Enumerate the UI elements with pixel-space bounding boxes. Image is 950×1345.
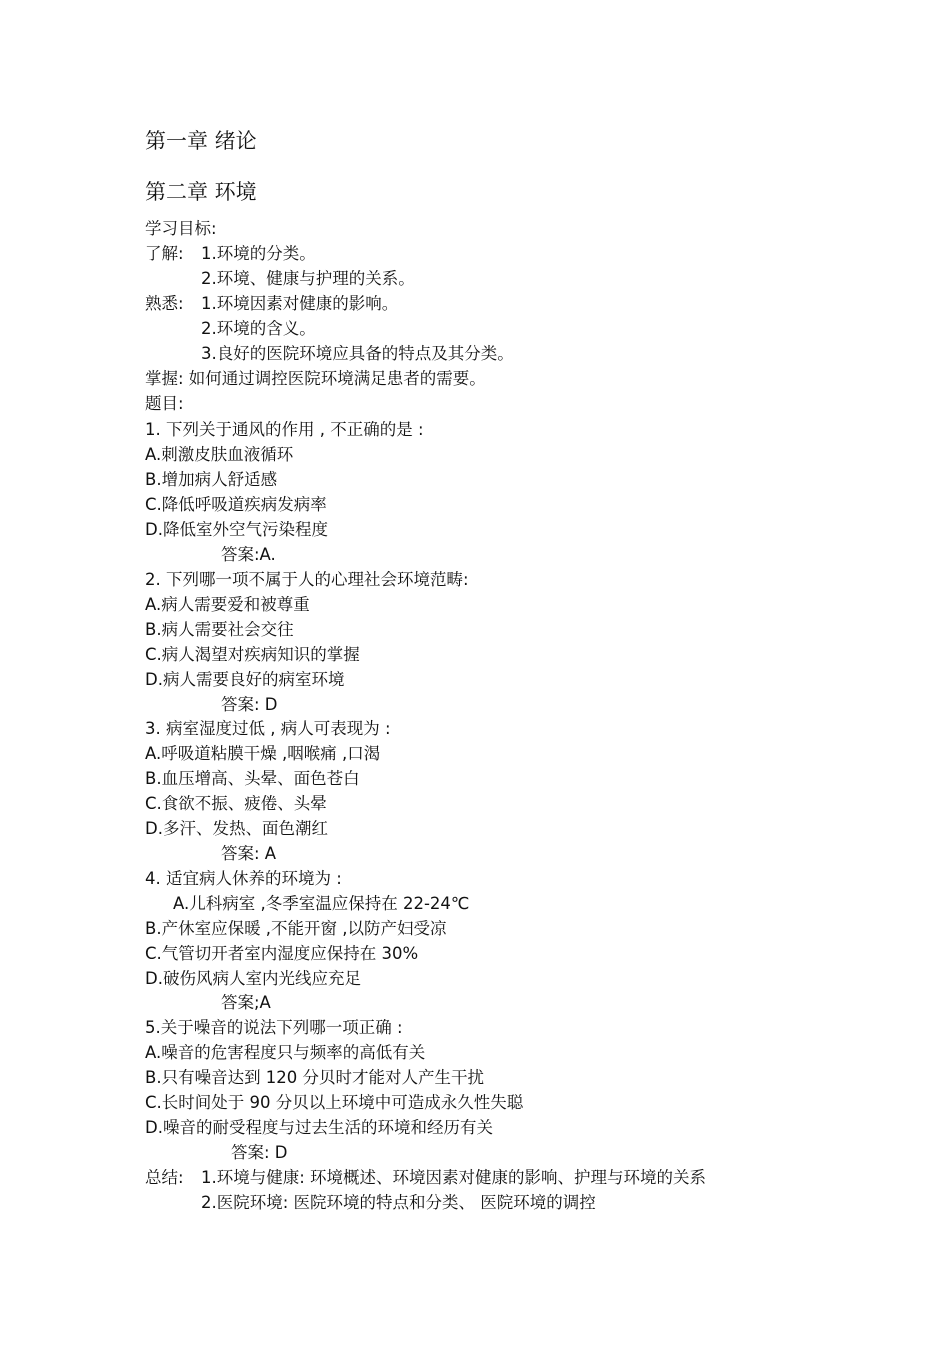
question-option: A.儿科病室 ,冬季室温应保持在 22-24℃ [173, 894, 470, 913]
objectives-heading: 学习目标: [145, 219, 217, 238]
question-option: C.降低呼吸道疾病发病率 [145, 495, 327, 514]
question-option: B.病人需要社会交往 [145, 620, 294, 639]
understand-item: 2.环境、健康与护理的关系。 [201, 269, 415, 288]
question-option: C.食欲不振、疲倦、头晕 [145, 794, 327, 813]
question-option: D.噪音的耐受程度与过去生活的环境和经历有关 [145, 1118, 493, 1137]
question-answer: 答案: D [221, 695, 278, 714]
question-option: A.噪音的危害程度只与频率的高低有关 [145, 1043, 426, 1062]
question-answer: 答案: D [231, 1143, 288, 1162]
question-option: C.病人渴望对疾病知识的掌握 [145, 645, 360, 664]
question-option: D.病人需要良好的病室环境 [145, 670, 345, 689]
question-option: B.血压增高、头晕、面色苍白 [145, 769, 360, 788]
question-option: A.刺激皮肤血液循环 [145, 445, 294, 464]
question-option: D.降低室外空气污染程度 [145, 520, 328, 539]
question-answer: 答案: A [221, 844, 277, 863]
understand-label: 了解: [145, 244, 184, 263]
familiar-item: 2.环境的含义。 [201, 319, 316, 338]
understand-item: 1.环境的分类。 [201, 244, 316, 263]
question-option: C.气管切开者室内湿度应保持在 30% [145, 944, 419, 963]
questions-heading: 题目: [145, 394, 184, 413]
summary-item: 1.环境与健康: 环境概述、环境因素对健康的影响、护理与环境的关系 [201, 1168, 707, 1187]
question-stem: 1. 下列关于通风的作用 , 不正确的是 : [145, 420, 424, 439]
chapter-2-title: 第二章 环境 [145, 180, 257, 204]
question-answer: 答案;A [221, 993, 271, 1012]
question-answer: 答案:A. [221, 545, 276, 564]
question-option: A.呼吸道粘膜干燥 ,咽喉痛 ,口渴 [145, 744, 381, 763]
question-stem: 2. 下列哪一项不属于人的心理社会环境范畴: [145, 570, 469, 589]
question-option: B.产休室应保暖 ,不能开窗 ,以防产妇受凉 [145, 919, 447, 938]
question-option: A.病人需要爱和被尊重 [145, 595, 310, 614]
summary-item: 2.医院环境: 医院环境的特点和分类、 医院环境的调控 [201, 1193, 596, 1212]
question-option: B.只有噪音达到 120 分贝时才能对人产生干扰 [145, 1068, 485, 1087]
familiar-item: 3.良好的医院环境应具备的特点及其分类。 [201, 344, 514, 363]
question-stem: 3. 病室湿度过低 , 病人可表现为 : [145, 719, 391, 738]
master-line: 掌握: 如何通过调控医院环境满足患者的需要。 [145, 369, 486, 388]
familiar-item: 1.环境因素对健康的影响。 [201, 294, 399, 313]
question-option: B.增加病人舒适感 [145, 470, 278, 489]
question-stem: 5.关于噪音的说法下列哪一项正确 : [145, 1018, 403, 1037]
question-option: D.多汗、发热、面色潮红 [145, 819, 328, 838]
familiar-label: 熟悉: [145, 294, 184, 313]
question-option: C.长时间处于 90 分贝以上环境中可造成永久性失聪 [145, 1093, 524, 1112]
question-option: D.破伤风病人室内光线应充足 [145, 969, 361, 988]
chapter-1-title: 第一章 绪论 [145, 129, 257, 153]
question-stem: 4. 适宜病人休养的环境为 : [145, 869, 342, 888]
summary-label: 总结: [145, 1168, 184, 1187]
